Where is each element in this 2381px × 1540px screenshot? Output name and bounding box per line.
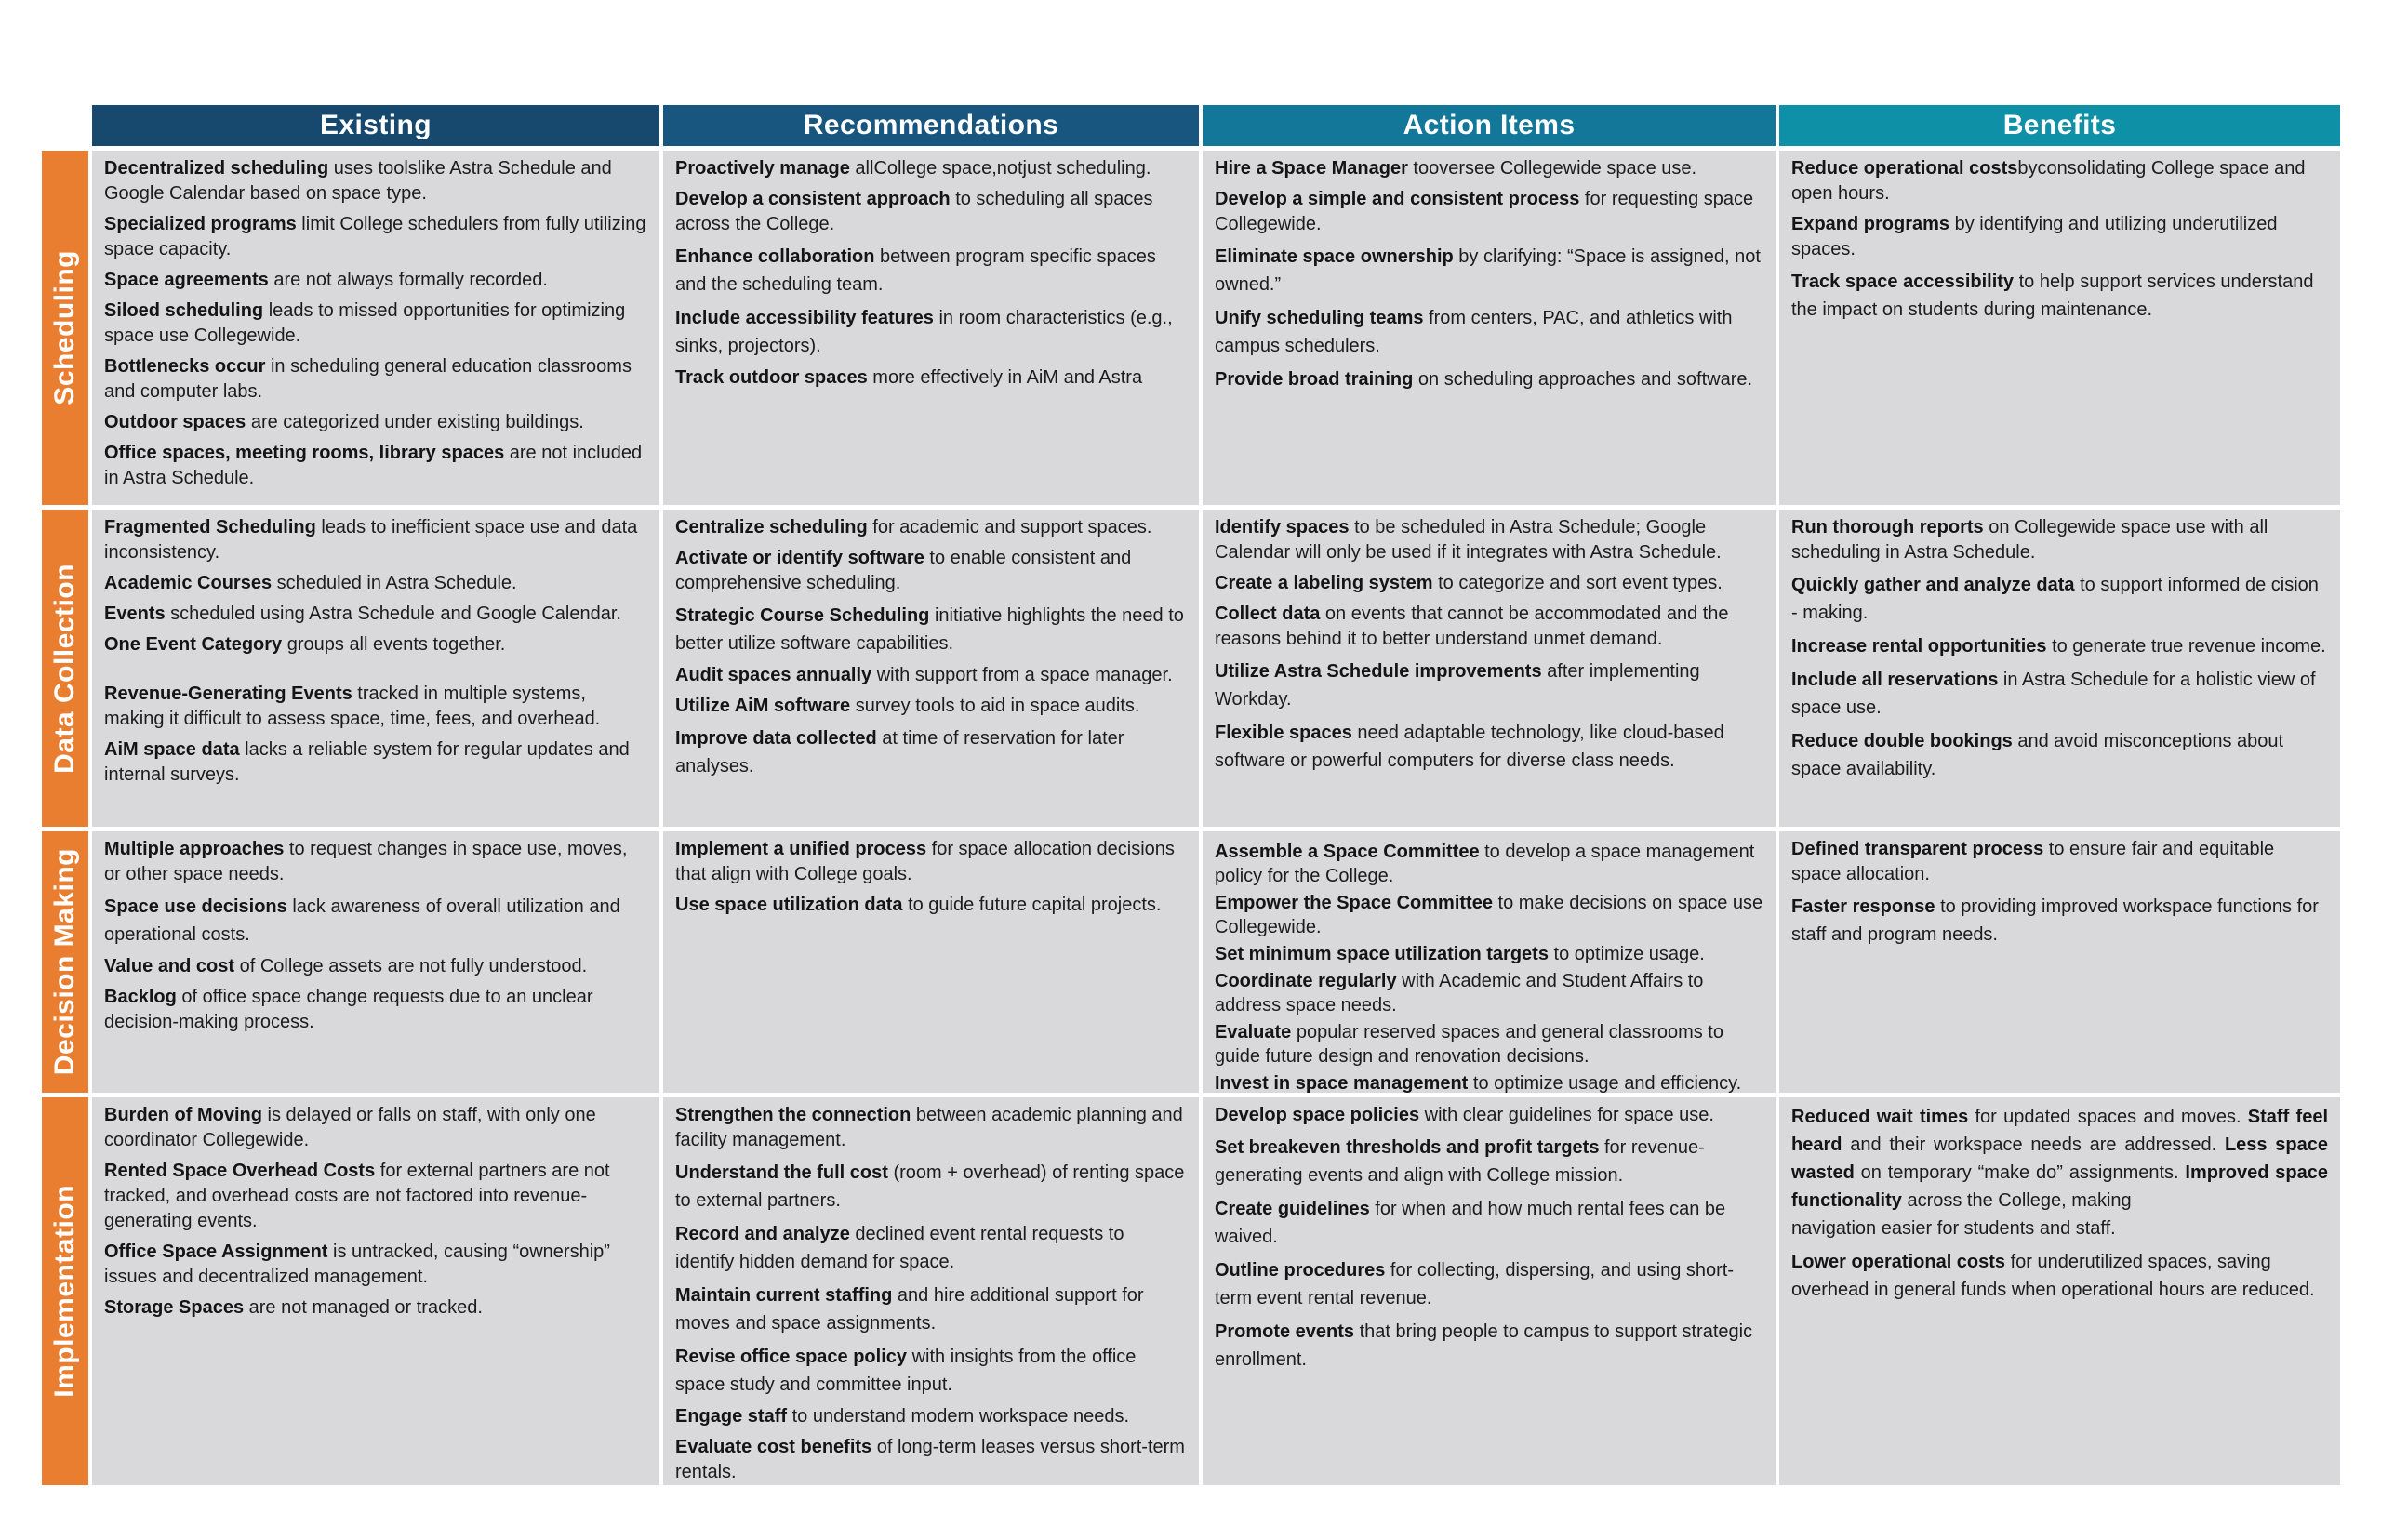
body-text: from centers, PAC, and athletics with campus schedulers. — [1215, 308, 1733, 356]
row-label-implementation — [42, 1097, 88, 1485]
cell-decision-making-action-items — [1203, 831, 1776, 1093]
cell-paragraph — [675, 243, 1187, 299]
body-text: to make decisions on space use Collegewide. — [1215, 893, 1763, 937]
cell-paragraph — [104, 410, 647, 435]
cell-paragraph — [104, 299, 647, 349]
cell-paragraph — [675, 893, 1187, 918]
column-header-recommendations: Recommendations — [663, 105, 1199, 146]
cell-paragraph — [104, 156, 647, 206]
cell-decision-making-recommendations — [663, 831, 1199, 1093]
lead-in-bold-text: Engage staff — [675, 1406, 788, 1427]
body-text: for collecting, dispersing, and using short-term event rental revenue. — [1215, 1260, 1735, 1308]
lead-in-bold-text: Develop a consistent approach — [675, 189, 951, 209]
lead-in-bold-text: Identify spaces — [1215, 517, 1350, 538]
cell-paragraph — [1215, 1103, 1763, 1128]
cell-paragraph — [104, 632, 647, 657]
lead-in-bold-text: Flexible spaces — [1215, 723, 1352, 743]
cell-paragraph — [1215, 719, 1763, 775]
body-text: declined event rental requests to identify hidden demand for space. — [675, 1224, 1124, 1272]
cell-paragraph — [1215, 969, 1763, 1017]
cell-decision-making-existing — [92, 831, 659, 1093]
body-text: with insights from the office space study and committee input. — [675, 1347, 1137, 1395]
lead-in-bold-text: Quickly gather and analyze data — [1791, 575, 2075, 595]
lead-in-bold-text: Staff feel heard — [1791, 1107, 2328, 1155]
lead-in-bold-text: Fragmented Scheduling — [104, 517, 316, 538]
body-text: to categorize and sort event types. — [1432, 573, 1723, 593]
lead-in-bold-text: Decentralized scheduling — [104, 158, 329, 179]
column-header-benefits: Benefits — [1779, 105, 2340, 146]
lead-in-bold-text: Strengthen the connection — [675, 1105, 911, 1125]
lead-in-bold-text: Backlog — [104, 987, 177, 1007]
lead-in-bold-text: Include accessibility features — [675, 308, 934, 328]
lead-in-bold-text: Activate or identify software — [675, 548, 924, 568]
lead-in-bold-text: Include all reservations — [1791, 670, 1999, 690]
body-text: byconsolidating College space and open hours. — [1791, 158, 2306, 204]
body-text: initiative highlights the need to better utilize software capabilities. — [675, 605, 1184, 654]
cell-paragraph — [104, 1295, 647, 1321]
lead-in-bold-text: Invest in space management — [1215, 1073, 1469, 1093]
cell-paragraph — [1791, 571, 2328, 627]
body-text: to support informed de cision - making. — [1791, 575, 2319, 623]
lead-in-bold-text: One Event Category — [104, 634, 283, 655]
cell-paragraph — [675, 156, 1187, 181]
lead-in-bold-text: Maintain current staffing — [675, 1285, 893, 1306]
cell-paragraph — [104, 1103, 647, 1153]
body-text: popular reserved spaces and general classrooms to guide future design and renovation decisions. — [1215, 1022, 1723, 1067]
cell-paragraph — [675, 515, 1187, 540]
body-text: in room characteristics (e.g., sinks, projectors). — [675, 308, 1173, 356]
cell-paragraph — [1215, 571, 1763, 596]
cell-paragraph — [1791, 1103, 2328, 1242]
cell-paragraph — [675, 1343, 1187, 1399]
cell-paragraph — [104, 1159, 647, 1234]
lead-in-bold-text: Reduce double bookings — [1791, 731, 2013, 751]
column-header-existing: Existing — [92, 105, 659, 146]
cell-paragraph — [1791, 156, 2328, 206]
body-text: to request changes in space use, moves, or other space needs. — [104, 839, 628, 884]
lead-in-bold-text: Utilize Astra Schedule improvements — [1215, 661, 1542, 682]
lead-in-bold-text: Strategic Course Scheduling — [675, 605, 930, 626]
lead-in-bold-text: Proactively manage — [675, 158, 850, 179]
cell-decision-making-benefits — [1779, 831, 2340, 1093]
body-text: and avoid misconceptions about space availability. — [1791, 731, 2284, 779]
lead-in-bold-text: Specialized programs — [104, 214, 297, 234]
cell-implementation-existing — [92, 1097, 659, 1485]
body-text: for external partners are not tracked, and overhead costs are not factored into revenue-generating events. — [104, 1161, 610, 1231]
lead-in-bold-text: Use space utilization data — [675, 895, 903, 915]
lead-in-bold-text: Outdoor spaces — [104, 412, 246, 432]
lead-in-bold-text: Academic Courses — [104, 573, 273, 593]
body-text: leads to inefficient space use and data inconsistency. — [104, 517, 638, 563]
cell-data-collection-existing — [92, 510, 659, 827]
body-text: of office space change requests due to an unclear decision-making process. — [104, 987, 593, 1032]
body-text: with Academic and Student Affairs to address space needs. — [1215, 971, 1704, 1016]
body-text: for updated spaces and moves. — [1968, 1107, 2248, 1127]
body-text: for academic and support spaces. — [867, 517, 1152, 538]
cell-paragraph — [675, 546, 1187, 596]
body-text: of College assets are not fully understood. — [234, 956, 588, 976]
lead-in-bold-text: Burden of Moving — [104, 1105, 262, 1125]
lead-in-bold-text: Reduced wait times — [1791, 1107, 1969, 1127]
lead-in-bold-text: Faster response — [1791, 896, 1935, 917]
body-text: with support from a space manager. — [871, 665, 1173, 685]
cell-paragraph — [1791, 515, 2328, 565]
cell-paragraph — [1215, 515, 1763, 565]
cell-paragraph — [104, 515, 647, 565]
lead-in-bold-text: Run thorough reports — [1791, 517, 1984, 538]
lead-in-bold-text: Unify scheduling teams — [1215, 308, 1424, 328]
lead-in-bold-text: Coordinate regularly — [1215, 971, 1397, 991]
cell-paragraph — [104, 985, 647, 1035]
cell-paragraph — [1215, 657, 1763, 713]
cell-paragraph — [1215, 840, 1763, 888]
lead-in-bold-text: Set minimum space utilization targets — [1215, 944, 1549, 964]
body-text: to develop a space management policy for the College. — [1215, 842, 1755, 886]
cell-paragraph — [1215, 891, 1763, 939]
body-text: are not always formally recorded. — [268, 270, 548, 290]
body-text: for when and how much rental fees can be waived. — [1215, 1199, 1726, 1247]
cell-paragraph — [104, 954, 647, 979]
cell-data-collection-benefits — [1779, 510, 2340, 827]
lead-in-bold-text: Promote events — [1215, 1321, 1355, 1342]
cell-paragraph — [1215, 1195, 1763, 1251]
body-text: lack awareness of overall utilization and operational costs. — [104, 896, 620, 945]
lead-in-bold-text: Create a labeling system — [1215, 573, 1433, 593]
row-label-text: Data Collection — [49, 563, 80, 774]
lead-in-bold-text: Centralize scheduling — [675, 517, 868, 538]
cell-paragraph — [675, 694, 1187, 719]
body-text: uses toolslike Astra Schedule and Google Calendar based on space type. — [104, 158, 612, 204]
cell-paragraph — [1215, 1134, 1763, 1189]
lead-in-bold-text: Eliminate space ownership — [1215, 246, 1454, 267]
lead-in-bold-text: Space agreements — [104, 270, 269, 290]
cell-paragraph — [1791, 632, 2328, 660]
cell-paragraph — [1791, 212, 2328, 262]
lead-in-bold-text: Audit spaces annually — [675, 665, 872, 685]
cell-paragraph — [104, 737, 647, 788]
cell-implementation-benefits — [1779, 1097, 2340, 1485]
table-corner-spacer — [42, 105, 88, 146]
lead-in-bold-text: Storage Spaces — [104, 1297, 245, 1318]
column-header-action-items: Action Items — [1203, 105, 1776, 146]
lead-in-bold-text: Expand programs — [1791, 214, 1950, 234]
cell-paragraph — [675, 724, 1187, 780]
lead-in-bold-text: Record and analyze — [675, 1224, 850, 1244]
body-text: to enable consistent and comprehensive scheduling. — [675, 548, 1132, 593]
body-text: is delayed or falls on staff, with only one coordinator Collegewide. — [104, 1105, 596, 1150]
lead-in-bold-text: Value and cost — [104, 956, 235, 976]
body-text: more effectively in AiM and Astra — [867, 367, 1143, 388]
lead-in-bold-text: Events — [104, 604, 166, 624]
body-text: for space allocation decisions that align with College goals. — [675, 839, 1175, 884]
body-text: to optimize usage. — [1548, 944, 1705, 964]
lead-in-bold-text: Space use decisions — [104, 896, 287, 917]
cell-paragraph — [1215, 304, 1763, 360]
lead-in-bold-text: Increase rental opportunities — [1791, 636, 2047, 657]
lead-in-bold-text: Bottlenecks occur — [104, 356, 266, 377]
cell-paragraph — [1215, 187, 1763, 237]
body-text: on temporary “make do” assignments. — [1854, 1162, 2186, 1183]
body-text: on scheduling approaches and software. — [1413, 369, 1753, 390]
body-text: after implementing Workday. — [1215, 661, 1700, 710]
body-text: and their workspace needs are addressed. — [1842, 1135, 2225, 1155]
body-text: across the College, making — [1901, 1190, 2132, 1211]
cell-paragraph — [1215, 243, 1763, 299]
cell-paragraph — [104, 837, 647, 887]
body-text: that bring people to campus to support strategic enrollment. — [1215, 1321, 1753, 1370]
space-study-matrix-table — [42, 105, 2340, 1485]
body-text: on Collegewide space use with all scheduling in Astra Schedule. — [1791, 517, 2268, 563]
body-text: by clarifying: “Space is assigned, not owned.” — [1215, 246, 1761, 295]
body-text: at time of reservation for later analyses. — [675, 728, 1124, 777]
body-text: groups all events together. — [282, 634, 506, 655]
cell-paragraph — [675, 1404, 1187, 1429]
cell-paragraph — [675, 1103, 1187, 1153]
cell-implementation-action-items — [1203, 1097, 1776, 1485]
lead-in-bold-text: Hire a Space Manager — [1215, 158, 1408, 179]
cell-paragraph — [104, 268, 647, 293]
lead-in-bold-text: Collect data — [1215, 604, 1321, 624]
lead-in-bold-text: Enhance collaboration — [675, 246, 875, 267]
cell-paragraph — [1791, 268, 2328, 324]
body-text: tooversee Collegewide space use. — [1407, 158, 1697, 179]
cell-scheduling-recommendations — [663, 151, 1199, 505]
body-text: by identifying and utilizing underutilized spaces. — [1791, 214, 2278, 259]
row-label-data-collection — [42, 510, 88, 827]
body-text: to scheduling all spaces across the College. — [675, 189, 1153, 234]
lead-in-bold-text: Assemble a Space Committee — [1215, 842, 1480, 862]
lead-in-bold-text: Empower the Space Committee — [1215, 893, 1493, 913]
cell-data-collection-action-items — [1203, 510, 1776, 827]
body-text: to ensure fair and equitable space allocation. — [1791, 839, 2275, 884]
lead-in-bold-text: Provide broad training — [1215, 369, 1414, 390]
cell-implementation-recommendations — [663, 1097, 1199, 1485]
row-label-text: Decision Making — [49, 848, 80, 1076]
lead-in-bold-text: Reduce operational costs — [1791, 158, 2018, 179]
lead-in-bold-text: Less space wasted — [1791, 1135, 2328, 1183]
lead-in-bold-text: Office spaces, meeting rooms, library spaces — [104, 443, 505, 463]
body-text: are not managed or tracked. — [244, 1297, 483, 1318]
body-text: leads to missed opportunities for optimizing space use Collegewide. — [104, 300, 626, 346]
lead-in-bold-text: Implement a unified process — [675, 839, 927, 859]
body-text: allCollege space,notjust scheduling. — [849, 158, 1151, 179]
body-text: in Astra Schedule for a holistic view of space use. — [1791, 670, 2316, 718]
cell-paragraph — [675, 1159, 1187, 1215]
row-label-scheduling — [42, 151, 88, 505]
body-text: scheduled in Astra Schedule. — [272, 573, 517, 593]
cell-paragraph — [675, 663, 1187, 688]
cell-paragraph — [104, 354, 647, 405]
cell-paragraph — [1791, 893, 2328, 949]
lead-in-bold-text: Siloed scheduling — [104, 300, 264, 321]
cell-paragraph — [1791, 837, 2328, 887]
lead-in-bold-text: Create guidelines — [1215, 1199, 1370, 1219]
cell-paragraph — [1791, 727, 2328, 783]
body-text: for revenue-generating events and align with College mission. — [1215, 1137, 1705, 1186]
body-text: to generate true revenue income. — [2046, 636, 2326, 657]
lead-in-bold-text: Track outdoor spaces — [675, 367, 868, 388]
cell-paragraph — [104, 602, 647, 627]
body-text: are not included in Astra Schedule. — [104, 443, 643, 488]
cell-paragraph — [675, 837, 1187, 887]
cell-paragraph — [675, 1281, 1187, 1337]
cell-paragraph — [1791, 1248, 2328, 1304]
body-text: between program specific spaces and the scheduling team. — [675, 246, 1156, 295]
body-text: scheduled using Astra Schedule and Google Calendar. — [165, 604, 621, 624]
body-text: to help support services understand the impact on students during maintenance. — [1791, 272, 2314, 320]
cell-scheduling-existing — [92, 151, 659, 505]
body-text: between academic planning and facility management. — [675, 1105, 1183, 1150]
lead-in-bold-text: Improve data collected — [675, 728, 877, 749]
lead-in-bold-text: Develop space policies — [1215, 1105, 1420, 1125]
cell-paragraph — [104, 571, 647, 596]
cell-paragraph — [1215, 156, 1763, 181]
cell-paragraph — [1215, 1256, 1763, 1312]
cell-paragraph — [675, 365, 1187, 391]
lead-in-bold-text: Evaluate — [1215, 1022, 1292, 1042]
body-text: (room + overhead) of renting space to external partners. — [675, 1162, 1185, 1211]
cell-paragraph — [1791, 666, 2328, 722]
body-text: for requesting space Collegewide. — [1215, 189, 1754, 234]
lead-in-bold-text: Multiple approaches — [104, 839, 285, 859]
body-text: to understand modern workspace needs. — [787, 1406, 1130, 1427]
lead-in-bold-text: Office Space Assignment — [104, 1241, 328, 1262]
lead-in-bold-text: Understand the full cost — [675, 1162, 888, 1183]
lead-in-bold-text: Utilize AiM software — [675, 696, 851, 716]
cell-paragraph — [1215, 1071, 1763, 1093]
body-text: with clear guidelines for space use. — [1419, 1105, 1714, 1125]
body-text: to be scheduled in Astra Schedule; Google Calendar will only be used if it integrates with Astra Schedule. — [1215, 517, 1722, 563]
body-text: are categorized under existing buildings. — [246, 412, 584, 432]
cell-paragraph — [675, 187, 1187, 237]
body-text: is untracked, causing “ownership” issues and decentralized management. — [104, 1241, 610, 1287]
lead-in-bold-text: Lower operational costs — [1791, 1252, 2006, 1272]
body-text: of long-term leases versus short-term rentals. — [675, 1437, 1185, 1482]
cell-paragraph — [675, 602, 1187, 657]
lead-in-bold-text: Defined transparent process — [1791, 839, 2044, 859]
body-text: on events that cannot be accommodated and the reasons behind it to better understand unmet demand. — [1215, 604, 1729, 649]
cell-paragraph — [104, 1240, 647, 1290]
cell-data-collection-recommendations — [663, 510, 1199, 827]
cell-paragraph — [1215, 365, 1763, 393]
body-text: and hire additional support for moves and space assignments. — [675, 1285, 1144, 1334]
lead-in-bold-text: Revise office space policy — [675, 1347, 908, 1367]
cell-paragraph — [675, 1220, 1187, 1276]
body-text: to optimize usage and efficiency. — [1468, 1073, 1742, 1093]
body-text: to providing improved workspace functions for staff and program needs. — [1791, 896, 2319, 945]
lead-in-bold-text: Evaluate cost benefits — [675, 1437, 872, 1457]
body-text: lacks a reliable system for regular updates and internal surveys. — [104, 739, 630, 785]
cell-paragraph — [104, 212, 647, 262]
cell-scheduling-benefits — [1779, 151, 2340, 505]
lead-in-bold-text: Track space accessibility — [1791, 272, 2015, 292]
body-text: in scheduling general education classrooms and computer labs. — [104, 356, 632, 402]
lead-in-bold-text: Revenue-Generating Events — [104, 684, 352, 704]
body-text: to guide future capital projects. — [902, 895, 1162, 915]
lead-in-bold-text: Rented Space Overhead Costs — [104, 1161, 376, 1181]
lead-in-bold-text: Improved space functionality — [1791, 1162, 2328, 1211]
body-text: navigation easier for students and staff. — [1791, 1218, 2116, 1239]
body-text: tracked in multiple systems, making it difficult to assess space, time, fees, and overhead. — [104, 684, 601, 729]
row-label-text: Scheduling — [49, 250, 80, 405]
cell-paragraph — [675, 1435, 1187, 1485]
cell-paragraph — [104, 893, 647, 949]
row-label-text: Implementation — [49, 1185, 80, 1398]
cell-paragraph — [675, 304, 1187, 360]
cell-paragraph — [1215, 602, 1763, 652]
body-text: for underutilized spaces, saving overhead in general funds when operational hours are reduced. — [1791, 1252, 2315, 1300]
cell-paragraph — [1215, 1318, 1763, 1374]
cell-scheduling-action-items — [1203, 151, 1776, 505]
cell-paragraph — [104, 441, 647, 491]
cell-paragraph — [1215, 1020, 1763, 1069]
body-text: survey tools to aid in space audits. — [850, 696, 1140, 716]
lead-in-bold-text: Set breakeven thresholds and profit targets — [1215, 1137, 1600, 1158]
cell-paragraph — [1215, 942, 1763, 966]
lead-in-bold-text: Develop a simple and consistent process — [1215, 189, 1580, 209]
body-text: limit College schedulers from fully utilizing space capacity. — [104, 214, 646, 259]
lead-in-bold-text: AiM space data — [104, 739, 240, 760]
cell-paragraph — [104, 682, 647, 732]
lead-in-bold-text: Outline procedures — [1215, 1260, 1386, 1281]
row-label-decision-making — [42, 831, 88, 1093]
body-text: need adaptable technology, like cloud-based software or powerful computers for diverse class needs. — [1215, 723, 1724, 771]
